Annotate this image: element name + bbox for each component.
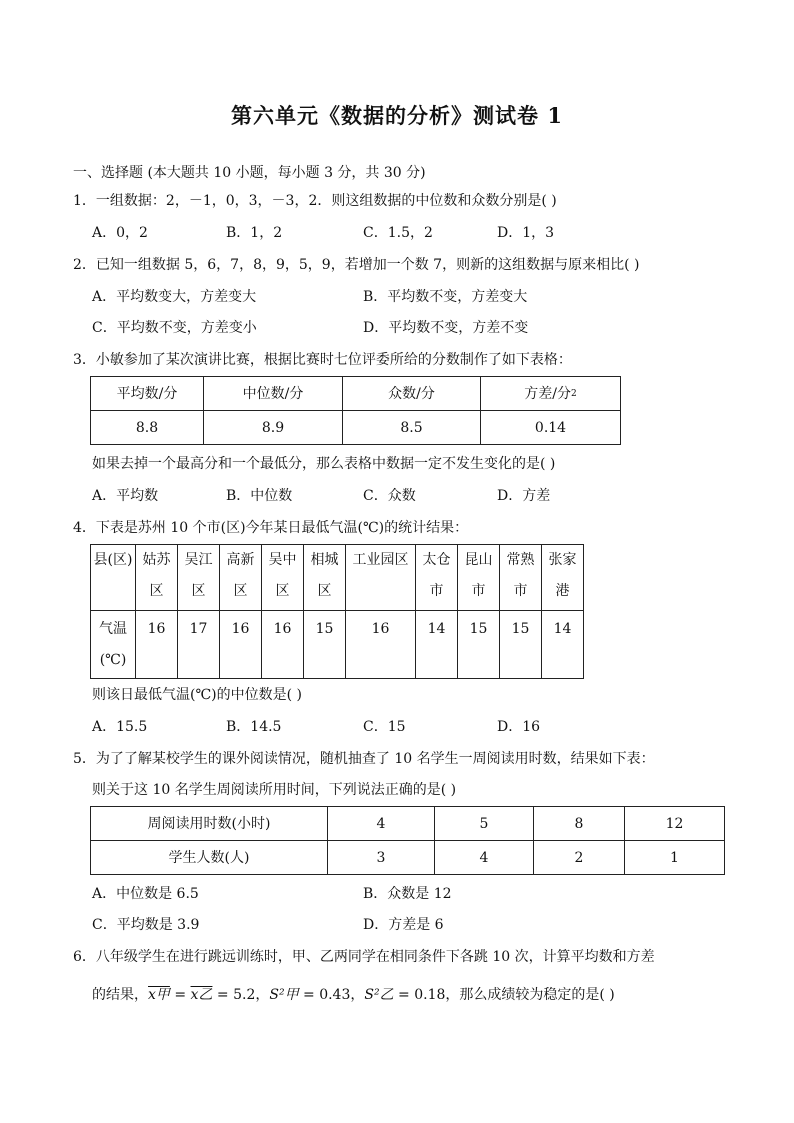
q3-header-mode: 众数/分 (343, 377, 481, 411)
q5-row2-cell-4: 1 (625, 841, 725, 875)
q4-temp-7: 15 (458, 611, 500, 679)
q4-region-3 (262, 545, 304, 611)
q5-option-b: B．众数是 12 (363, 886, 452, 902)
q3-header-variance (481, 377, 621, 411)
q4-follow-text: 则该日最低气温(℃)的中位数是( ) (92, 687, 302, 703)
q6-text-b: = 5.2， (212, 987, 270, 1003)
q4-option-b: B．14.5 (226, 719, 282, 735)
q1-option-c: C．1.5，2 (363, 225, 433, 241)
q4-region-6 (416, 545, 458, 611)
q4-region-1 (178, 545, 220, 611)
q4-option-a: A．15.5 (92, 719, 148, 735)
question-4-stem: 4．下表是苏州 10 个市(区)今年某日最低气温(℃)的统计结果： (73, 520, 469, 536)
region-line-2: 市 (513, 583, 528, 599)
question-5-stem-2: 则关于这 10 名学生周阅读所用时间，下列说法正确的是( ) (92, 782, 457, 798)
q5-row1-cell-2: 5 (435, 807, 534, 841)
region-line-2: 区 (191, 583, 206, 599)
q3-header-variance-label: 方差/分 (524, 385, 571, 402)
q5-row1-cell-3: 8 (534, 807, 625, 841)
q3-header-median: 中位数/分 (204, 377, 343, 411)
region-line-1: 吴江 (184, 552, 213, 568)
q2-option-d: D．平均数不变，方差不变 (363, 320, 529, 336)
row2-header-line-2: (℃) (99, 652, 127, 668)
q4-temp-8: 15 (500, 611, 542, 679)
q6-text-c: = 0.43， (298, 987, 365, 1003)
q4-region-2 (220, 545, 262, 611)
q5-row2-cell-1: 3 (328, 841, 435, 875)
q3-option-a: A．平均数 (92, 488, 159, 504)
question-1-stem: 1．一组数据：2，－1，0，3，－3，2．则这组数据的中位数和众数分别是( ) (73, 193, 557, 209)
q4-region-8 (500, 545, 542, 611)
q4-temp-5: 16 (346, 611, 416, 679)
q5-option-a: A．中位数是 6.5 (92, 886, 199, 902)
region-line-1: 姑苏 (142, 552, 171, 568)
q4-region-7 (458, 545, 500, 611)
page-title: 第六单元《数据的分析》测试卷 1 (231, 103, 563, 128)
question-6-stem: 6．八年级学生在进行跳远训练时，甲、乙两同学在相同条件下各跳 10 次，计算平均数和方差 (73, 949, 655, 965)
q2-option-b: B．平均数不变，方差变大 (363, 289, 528, 305)
region-line-2: 区 (149, 583, 164, 599)
question-3-stem: 3．小敏参加了某次演讲比赛，根据比赛时七位评委所给的分数制作了如下表格： (73, 352, 572, 368)
q6-eq: = (169, 987, 191, 1003)
question-2-stem: 2．已知一组数据 5，6，7，8，9，5，9，若增加一个数 7，则新的这组数据与原来相比( ) (73, 257, 640, 273)
q5-option-c: C．平均数是 3.9 (92, 917, 200, 933)
region-line-1: 相城 (310, 552, 339, 568)
q2-option-a: A．平均数变大，方差变大 (92, 289, 257, 305)
q3-follow-text: 如果去掉一个最高分和一个最低分，那么表格中数据一定不发生变化的是( ) (92, 456, 556, 472)
region-line-2: 区 (233, 583, 248, 599)
q5-row2-cell-2: 4 (435, 841, 534, 875)
region-line-1: 昆山 (464, 552, 493, 568)
region-line-2: 区 (317, 583, 332, 599)
q5-row1-cell-4: 12 (625, 807, 725, 841)
q3-value-variance: 0.14 (481, 411, 621, 445)
q6-xbar-jia: x甲 (148, 987, 170, 1003)
q3-header-mean: 平均数/分 (91, 377, 204, 411)
region-line-2: 市 (429, 583, 444, 599)
q6-text-d: = 0.18，那么成绩较为稳定的是( ) (393, 987, 615, 1003)
q4-temp-1: 17 (178, 611, 220, 679)
q3-value-mean: 8.8 (91, 411, 204, 445)
region-line-1: 张家 (548, 552, 577, 568)
q4-option-d: D．16 (497, 719, 541, 735)
q3-value-mode: 8.5 (343, 411, 481, 445)
q4-option-c: C．15 (363, 719, 406, 735)
q4-temperature-table (90, 544, 584, 679)
region-line-2: 市 (471, 583, 486, 599)
region-line-1: 工业园区 (352, 552, 409, 568)
q5-row1-cell-1: 4 (328, 807, 435, 841)
q4-region-9 (542, 545, 584, 611)
q5-row2-cell-3: 2 (534, 841, 625, 875)
q5-row1-header: 周阅读用时数(小时) (91, 807, 328, 841)
q6-s-jia: S²甲 (269, 987, 299, 1003)
q4-temp-6: 14 (416, 611, 458, 679)
section-heading: 一、选择题 (本大题共 10 小题，每小题 3 分，共 30 分) (73, 165, 426, 181)
row2-header-line-1: 气温 (99, 621, 127, 637)
q3-header-variance-sup: 2 (570, 388, 577, 399)
region-line-1: 吴中 (268, 552, 297, 568)
q4-row2-header (91, 611, 136, 679)
q6-s-yi: S²乙 (364, 987, 394, 1003)
q1-option-d: D．1，3 (497, 225, 555, 241)
question-5-stem: 5．为了了解某校学生的课外阅读情况，随机抽查了 10 名学生一周阅读用时数，结果如下表： (73, 751, 655, 767)
q5-reading-table (90, 806, 725, 875)
q3-value-median: 8.9 (204, 411, 343, 445)
q1-option-a: A．0，2 (92, 225, 148, 241)
region-line-2: 区 (275, 583, 290, 599)
region-line-1: 常熟 (506, 552, 535, 568)
q6-xbar-yi: x乙 (190, 987, 213, 1003)
question-6-stem-2 (92, 985, 615, 1005)
q4-temp-3: 16 (262, 611, 304, 679)
q3-option-c: C．众数 (363, 488, 416, 504)
region-line-1: 高新 (226, 552, 255, 568)
q3-option-b: B．中位数 (226, 488, 293, 504)
q4-temp-2: 16 (220, 611, 262, 679)
q4-temp-0: 16 (136, 611, 178, 679)
q4-region-4 (304, 545, 346, 611)
q1-option-b: B．1，2 (226, 225, 283, 241)
region-line-2: 港 (555, 583, 570, 599)
q3-score-table (90, 376, 621, 445)
q5-option-d: D．方差是 6 (363, 917, 444, 933)
q6-text-a: 的结果， (92, 987, 148, 1003)
q4-temp-9: 14 (542, 611, 584, 679)
q3-option-d: D．方差 (497, 488, 551, 504)
q4-temp-4: 15 (304, 611, 346, 679)
region-line-1: 太仓 (422, 552, 451, 568)
q4-region-0 (136, 545, 178, 611)
q4-region-5 (346, 545, 416, 611)
q5-row2-header: 学生人数(人) (91, 841, 328, 875)
q2-option-c: C．平均数不变，方差变小 (92, 320, 257, 336)
q4-row1-header: 县(区) (91, 545, 136, 611)
